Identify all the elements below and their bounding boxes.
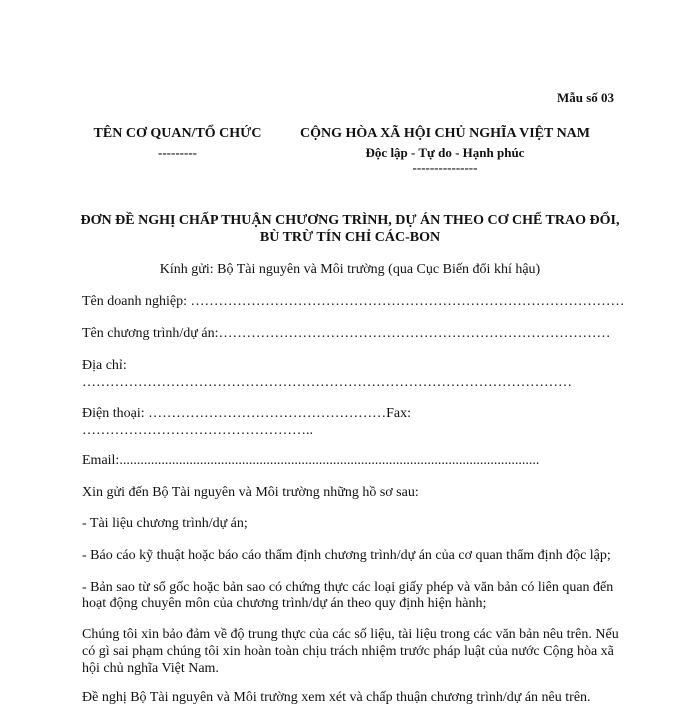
national-motto-slogan: Độc lập - Tự do - Hạnh phúc xyxy=(365,145,525,160)
documents-item-3-line-2: hoạt động chuyên môn của chương trình/dự án theo quy định hiện hành; xyxy=(82,596,487,611)
document-title-line-1: ĐƠN ĐỀ NGHỊ CHẤP THUẬN CHƯƠNG TRÌNH, DỰ ÁN THEO CƠ CHẾ TRAO ĐỔI, xyxy=(80,213,620,228)
motto-divider: --------------- xyxy=(412,160,478,175)
commitment-line-2: có gì sai phạm chúng tôi xin hoàn toàn chịu trách nhiệm trước pháp luật của nước Cộng hòa xã xyxy=(82,644,614,659)
document-title-line-2: BÙ TRỪ TÍN CHỈ CÁC-BON xyxy=(259,230,441,245)
phone-fax-field: Điện thoại: ……………………………………………Fax: xyxy=(82,406,411,421)
agency-name: TÊN CƠ QUAN/TỔ CHỨC xyxy=(93,126,262,141)
commitment-line-1: Chúng tôi xin bảo đảm về độ trung thực của các số liệu, tài liệu trong các văn bản nêu trên. Nếu xyxy=(82,627,619,642)
documents-item-1: - Tài liệu chương trình/dự án; xyxy=(82,516,248,531)
form-number: Mẫu số 03 xyxy=(557,90,615,105)
documents-item-3-line-1: - Bản sao từ sổ gốc hoặc bản sao có chứng thực các loại giấy phép và văn bản có liên quan đến xyxy=(82,580,614,595)
agency-divider: --------- xyxy=(158,145,197,160)
national-motto-country: CỘNG HÒA XÃ HỘI CHỦ NGHĨA VIỆT NAM xyxy=(299,126,590,141)
commitment-line-3: hội chủ nghĩa Việt Nam. xyxy=(82,661,219,676)
email-field: Email:........................................................................................................................ xyxy=(82,453,540,468)
phone-fax-continuation: ………………………………………….. xyxy=(82,423,313,438)
recipient-line: Kính gửi: Bộ Tài nguyên và Môi trường (qua Cục Biến đổi khí hậu) xyxy=(159,262,541,277)
address-line: …………………………………………………………………………………………… xyxy=(82,375,572,390)
documents-item-2: - Báo cáo kỹ thuật hoặc báo cáo thẩm định chương trình/dự án của cơ quan thẩm định độc lập; xyxy=(82,548,611,563)
program-name-field: Tên chương trình/dự án:………………………………………………………………………… xyxy=(82,326,611,341)
request-line-1: Đề nghị Bộ Tài nguyên và Môi trường xem xét và chấp thuận chương trình/dự án nêu trên. xyxy=(82,690,591,705)
address-label: Địa chỉ: xyxy=(82,358,127,373)
documents-intro: Xin gửi đến Bộ Tài nguyên và Môi trường những hồ sơ sau: xyxy=(82,485,419,500)
company-name-field: Tên doanh nghiệp: ………………………………………………………………………………… xyxy=(82,294,625,309)
